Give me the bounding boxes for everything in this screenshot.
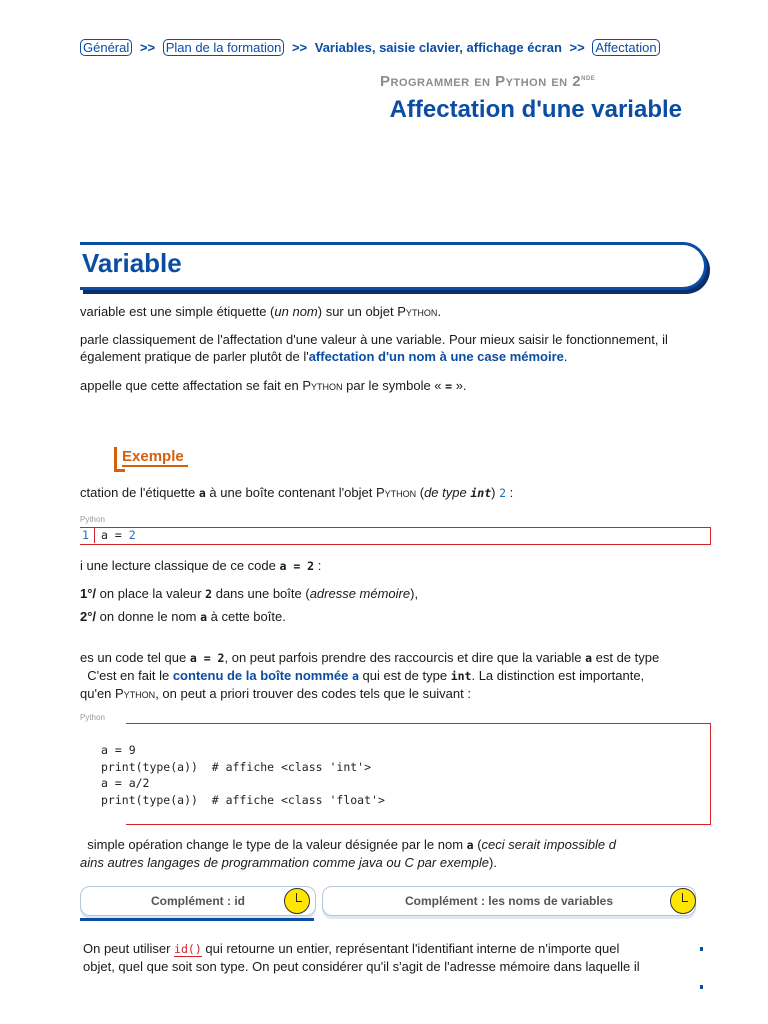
text: ( — [416, 485, 425, 500]
course-subtitle-text: Programmer en Python en 2 — [380, 73, 582, 90]
course-subtitle — [380, 72, 680, 90]
code-text: a = — [101, 528, 129, 542]
breadcrumb — [80, 40, 660, 55]
python-word: Python — [302, 378, 343, 393]
text: parle classiquement de l'affectation d'une valeur à une variable. Pour mieux saisir le fonctionnement, il — [80, 332, 668, 347]
code-inline: a = 2 — [279, 559, 315, 573]
text: es un code tel que — [80, 650, 190, 665]
tab-label: Complément : id — [150, 894, 245, 908]
text: variable est une simple étiquette ( — [80, 304, 275, 319]
text: par le symbole « — [342, 378, 446, 393]
code-inline: a — [200, 610, 208, 624]
text-italic: un nom — [274, 304, 318, 319]
breadcrumb-link-general[interactable]: Général — [80, 39, 132, 56]
text: simple opération change le type de la valeur désignée par le nom — [83, 837, 467, 852]
text: qu'en — [80, 686, 116, 701]
text: est de type — [592, 650, 660, 665]
text: ), — [410, 586, 419, 601]
text: , on peut parfois prendre des raccourcis et dire que la variable — [224, 650, 586, 665]
tab-complement-noms[interactable] — [322, 886, 696, 916]
scroll-marker — [700, 985, 703, 989]
breadcrumb-link-affectation[interactable]: Affectation — [592, 39, 659, 56]
code-language-tag: Python — [80, 713, 105, 722]
text-cursor — [94, 528, 95, 543]
paragraph-symbol — [80, 377, 716, 395]
course-subtitle-sup: nde — [581, 72, 596, 82]
code-inline-link[interactable]: id() — [174, 942, 202, 956]
text-italic: ains autres langages de programmation comme java ou C par exemple — [80, 855, 489, 870]
paragraph-shortcut — [80, 649, 716, 702]
breadcrumb-separator: >> — [569, 40, 585, 55]
text: , on peut a priori trouver des codes tels que le suivant : — [155, 686, 471, 701]
step-two — [80, 608, 716, 626]
code-inline: int — [470, 486, 492, 500]
step-number: 2°/ — [80, 609, 97, 624]
text: objet, quel que soit son type. On peut considérer qu'il s'agit de l'adresse mémoire dans laquelle il — [83, 959, 640, 974]
section-title: Variable — [82, 248, 182, 278]
code-lines: a = 9 print(type(a)) # affiche <class 'int'> a = a/2 print(type(a)) # affiche <class 'float'> — [101, 743, 385, 807]
text: ». — [452, 378, 467, 393]
text: C'est en fait le — [87, 668, 173, 683]
tab-complement-id[interactable] — [80, 886, 316, 916]
code-inline: a — [198, 486, 206, 500]
line-number: 1 — [82, 528, 89, 542]
clock-icon — [670, 888, 696, 914]
example-intro — [80, 484, 716, 502]
text-italic: adresse mémoire — [309, 586, 411, 601]
complement-text — [83, 940, 689, 975]
step-one — [80, 585, 716, 603]
paragraph-definition — [80, 303, 716, 320]
code-block[interactable] — [80, 527, 711, 545]
code-number: 2 — [128, 528, 136, 542]
text: qui retourne un entier, représentant l'identifiant interne de n'importe quel — [201, 941, 620, 956]
text: qui est de type — [358, 668, 451, 683]
operator-code: = — [445, 379, 453, 393]
text: . La distinction est importante, — [471, 668, 645, 683]
text: à une boîte contenant l'objet — [205, 485, 376, 500]
text: On peut utiliser — [83, 941, 175, 956]
text: à cette boîte. — [207, 609, 286, 624]
code-inline: 2 — [205, 587, 213, 601]
code-inline: int — [450, 669, 472, 683]
code-inline: a — [466, 838, 474, 852]
text: . — [437, 304, 442, 319]
breadcrumb-separator: >> — [139, 40, 156, 55]
step-number: 1°/ — [80, 586, 97, 601]
paragraph-type-change — [80, 836, 692, 871]
text: : — [314, 558, 322, 573]
text: ) — [491, 485, 500, 500]
code-number: 2 — [499, 486, 507, 500]
keyword-highlight: affectation d'un nom à une case mémoire — [308, 349, 564, 364]
text: ctation de l'étiquette — [80, 485, 199, 500]
text: appelle que cette affectation se fait en — [80, 378, 303, 393]
keyword-highlight: contenu de la boîte nommée — [172, 668, 352, 683]
text: : — [506, 485, 514, 500]
code-language-tag: Python — [80, 515, 105, 524]
text: i une lecture classique de ce code — [80, 558, 280, 573]
text: . — [563, 349, 568, 364]
python-word: Python — [375, 485, 417, 500]
text: également pratique de parler plutôt de l' — [80, 349, 309, 364]
text: dans une boîte ( — [212, 586, 310, 601]
python-word: Python — [397, 304, 438, 319]
code-inline: a — [351, 669, 359, 683]
text: ). — [489, 855, 497, 870]
text-italic: de type — [424, 485, 471, 500]
code-inline: a — [585, 651, 593, 665]
paragraph-affectation — [80, 331, 716, 365]
page-title: Affectation d'une variable — [389, 96, 682, 123]
breadcrumb-link-plan[interactable]: Plan de la formation — [163, 39, 285, 56]
python-word: Python — [115, 686, 156, 701]
breadcrumb-separator: >> — [291, 40, 308, 55]
text: on donne le nom — [96, 609, 201, 624]
tab-label: Complément : les noms de variables — [404, 894, 614, 908]
code-line — [101, 528, 136, 542]
text: on place la valeur — [96, 586, 206, 601]
complement-tabs — [80, 886, 704, 916]
example-label: Exemple — [122, 448, 188, 467]
breadcrumb-link-variables[interactable]: Variables, saisie clavier, affichage écran — [314, 40, 562, 55]
reading-intro — [80, 557, 716, 575]
text: ) sur un objet — [317, 304, 398, 319]
clock-icon — [284, 888, 310, 914]
text-italic: ceci serait impossible d — [481, 837, 616, 852]
scroll-marker — [700, 947, 703, 951]
text: ( — [473, 837, 482, 852]
code-inline: a = 2 — [189, 651, 225, 665]
tab-underline — [80, 918, 314, 921]
